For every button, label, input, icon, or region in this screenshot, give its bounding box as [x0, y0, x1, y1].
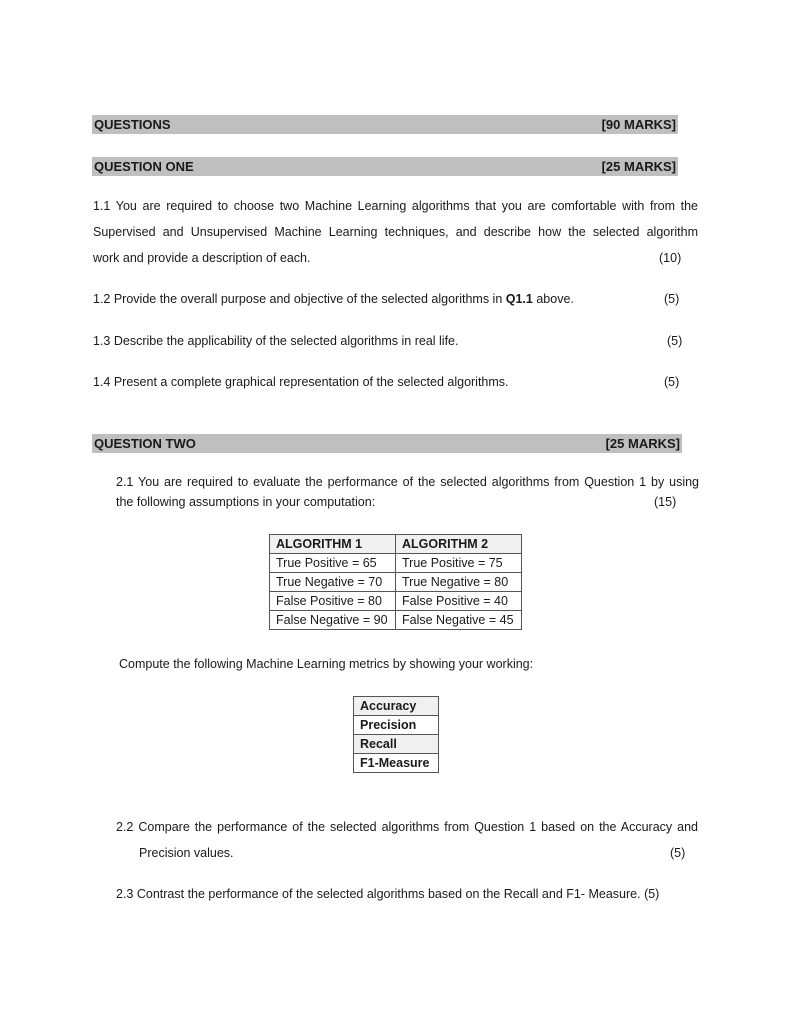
table-cell: True Positive = 65 — [270, 554, 396, 573]
table-row — [354, 697, 439, 716]
q2-1-marks: (15) — [654, 495, 677, 509]
q1-2-text — [93, 292, 574, 306]
question-two-marks: [25 MARKS] — [605, 436, 680, 451]
q1-2-text-before: 1.2 Provide the overall purpose and objective of the selected algorithms in — [93, 292, 506, 306]
table-cell: False Positive = 80 — [270, 592, 396, 611]
q1-2-text-after: above. — [532, 292, 574, 306]
metric-recall: Recall — [354, 735, 439, 754]
questions-header-bar — [92, 115, 678, 134]
metrics-table — [353, 696, 439, 773]
q1-3-marks: (5) — [667, 334, 683, 348]
table-header-row — [270, 535, 522, 554]
q1-2-reference: Q1.1 — [505, 292, 533, 306]
q2-2-line1: 2.2 Compare the performance of the selected algorithms from Question 1 based on the Accuracy and — [116, 820, 698, 834]
table-cell: False Negative = 45 — [396, 611, 522, 630]
metric-precision: Precision — [354, 716, 439, 735]
table-row — [270, 592, 522, 611]
q1-1-line2: Supervised and Unsupervised Machine Learning techniques, and describe how the selected algorithm — [93, 225, 698, 239]
table-cell: True Positive = 75 — [396, 554, 522, 573]
question-two-title: QUESTION TWO — [94, 436, 196, 451]
metric-accuracy: Accuracy — [354, 697, 439, 716]
table-row — [270, 554, 522, 573]
table-row — [270, 611, 522, 630]
table-row — [354, 716, 439, 735]
q1-1-marks: (10) — [659, 251, 682, 265]
algorithm-assumptions-table — [269, 534, 522, 630]
q1-3-text: 1.3 Describe the applicability of the selected algorithms in real life. — [93, 334, 459, 348]
table-row — [270, 573, 522, 592]
algorithm-1-header: ALGORITHM 1 — [270, 535, 396, 554]
q1-4-text: 1.4 Present a complete graphical representation of the selected algorithms. — [93, 375, 509, 389]
algorithm-2-header: ALGORITHM 2 — [396, 535, 522, 554]
q2-2-marks: (5) — [670, 846, 686, 860]
q1-1-line1: 1.1 You are required to choose two Machine Learning algorithms that you are comfortable with from the — [93, 199, 698, 213]
table-cell: True Negative = 70 — [270, 573, 396, 592]
table-cell: False Negative = 90 — [270, 611, 396, 630]
q2-2-line2: Precision values. — [139, 846, 234, 860]
q2-1-line2: the following assumptions in your computation: — [116, 495, 376, 509]
table-row — [354, 735, 439, 754]
q1-1-line3: work and provide a description of each. — [93, 251, 311, 265]
question-one-marks: [25 MARKS] — [601, 159, 676, 174]
question-one-title: QUESTION ONE — [94, 159, 194, 174]
table-cell: True Negative = 80 — [396, 573, 522, 592]
question-one-header-bar — [92, 157, 678, 176]
metric-f1-measure: F1-Measure — [354, 754, 439, 773]
questions-title: QUESTIONS — [94, 117, 171, 132]
table-row — [354, 754, 439, 773]
q2-3-text: 2.3 Contrast the performance of the selected algorithms based on the Recall and F1- Measure. (5) — [116, 887, 660, 901]
questions-total-marks: [90 MARKS] — [601, 117, 676, 132]
question-two-header-bar — [92, 434, 682, 453]
q2-1-line1: 2.1 You are required to evaluate the performance of the selected algorithms from Question 1 by using — [116, 475, 699, 489]
q1-4-marks: (5) — [664, 375, 680, 389]
compute-instruction: Compute the following Machine Learning metrics by showing your working: — [119, 657, 534, 671]
q1-2-marks: (5) — [664, 292, 680, 306]
table-cell: False Positive = 40 — [396, 592, 522, 611]
